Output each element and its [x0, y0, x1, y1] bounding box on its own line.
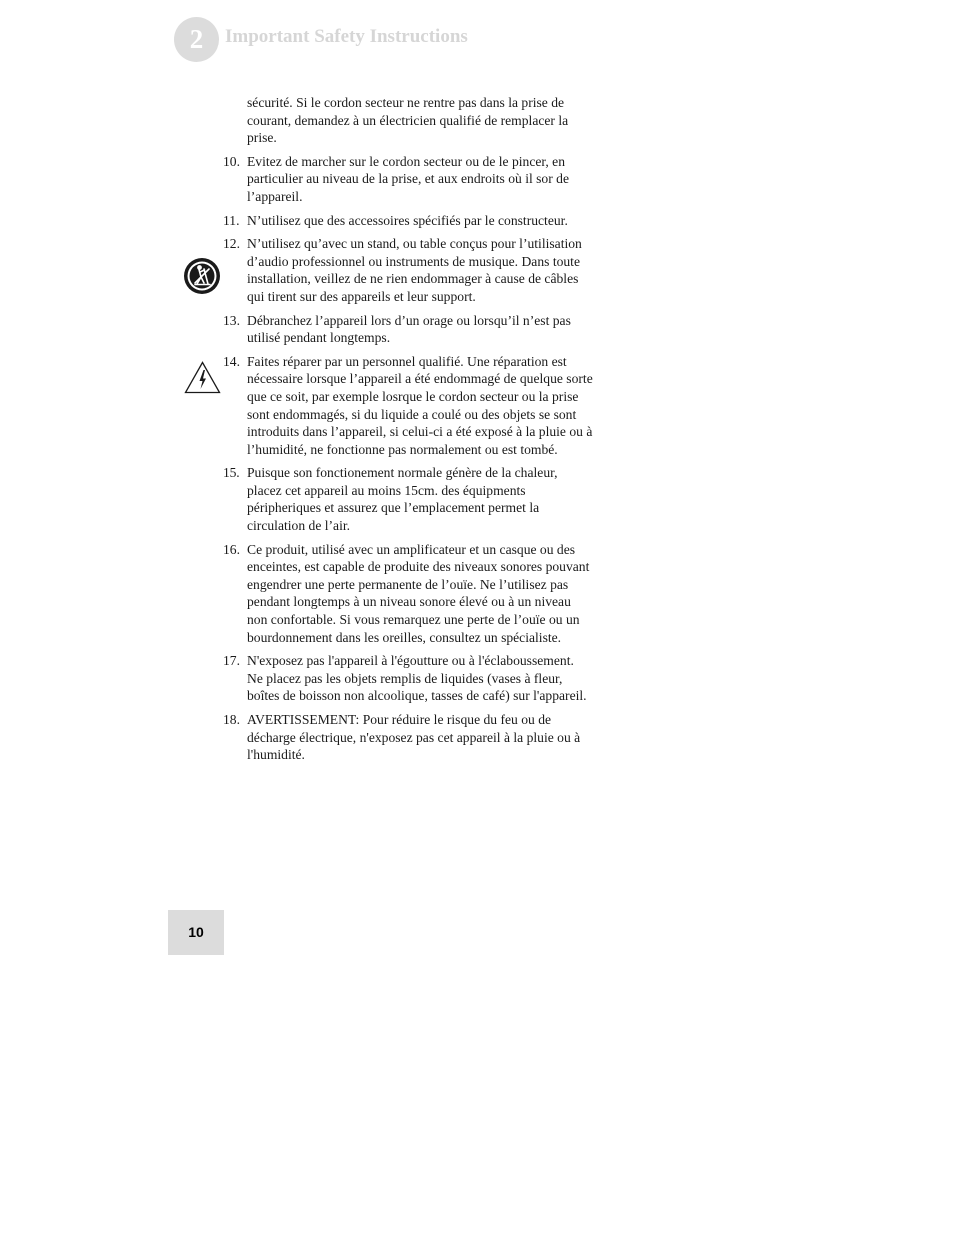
list-item: [223, 212, 593, 230]
item-text: Puisque son fonctionement normale génère de la chaleur, placez cet appareil au moins 15cm. des équipments péripheriques et assurez que l’emplacement permet la circulation de l’air.: [247, 465, 558, 534]
chapter-number-badge: 2: [174, 17, 219, 62]
chapter-title: Important Safety Instructions: [225, 26, 468, 47]
list-item: [223, 153, 593, 206]
list-item: [223, 94, 593, 147]
item-text: sécurité. Si le cordon secteur ne rentre pas dans la prise de courant, demandez à un électricien qualifié de remplacer la prise.: [247, 95, 569, 146]
item-text: Ce produit, utilisé avec un amplificateur et un casque ou des enceintes, est capable de produite des niveaux sonores pouvant engendrer une perte permanente de l’ouïe. Ne l’utilisez pas pendant longtemps à un niveau sonore élevé ou à un niveau non confortable. Si vous remarquez une perte de l’ouïe ou un bourdonnement dans les oreilles, consultez un spécialiste.: [247, 541, 590, 645]
item-text: N’utilisez qu’avec un stand, ou table conçus pour l’utilisation d’audio professionnel ou instruments de musique. Dans toute installation, veillez de ne rien endommager à cause de câbles qui tirent sur des appareils et leur support.: [247, 236, 582, 304]
item-text: N’utilisez que des accessoires spécifiés par le constructeur.: [247, 212, 568, 228]
list-item: [223, 464, 593, 534]
page-number: 10: [168, 910, 224, 955]
list-item: [223, 652, 593, 705]
item-text: Faites réparer par un personnel qualifié. Une réparation est nécessaire lorsque l’appareil a été endommagé de quelque sorte que ce soit, par exemple losrque le cordon secteur ou la prise sont endommagés, si du liquide a coulé ou des objets se sont introduits dans l’appareil, si celui-ci a été exposé à la pluie ou à l’humidité, ne fonctionne pas normalement ou est tombé.: [247, 353, 593, 457]
list-item: [223, 312, 593, 347]
item-number: 18.: [223, 712, 240, 727]
item-number: 13.: [223, 312, 240, 328]
item-text: Evitez de marcher sur le cordon secteur ou de le pincer, en particulier au niveau de la prise, et aux endroits où il sor de l’appareil.: [247, 153, 569, 204]
item-number: 15.: [223, 465, 240, 481]
item-text: Débranchez l’appareil lors d’un orage ou lorsqu’il n’est pas utilisé pendant longtemps.: [247, 312, 571, 346]
item-number: 14.: [223, 353, 240, 369]
electric-shock-warning-icon: [184, 361, 221, 394]
item-text: N'exposez pas l'appareil à l'égoutture ou à l'éclaboussement. Ne placez pas les objets remplis de liquides (vases à fleur, boîtes de boisson non alcoolique, tasses de café) sur l'appareil.: [247, 653, 587, 704]
cart-tipover-warning-icon: [183, 257, 221, 295]
safety-instructions-list: [223, 94, 593, 770]
list-item: [223, 541, 593, 647]
item-number: 11.: [223, 212, 240, 228]
list-item: [223, 235, 593, 305]
list-item: [223, 353, 593, 459]
item-number: 17.: [223, 653, 240, 669]
item-number: 12.: [223, 236, 240, 252]
list-item: [223, 711, 593, 764]
item-number: 16.: [223, 541, 240, 557]
item-number: 10.: [223, 153, 240, 169]
item-text: AVERTISSEMENT: Pour réduire le risque du feu ou de décharge électrique, n'exposez pas cet appareil à la pluie ou à l'humidité.: [247, 712, 581, 763]
